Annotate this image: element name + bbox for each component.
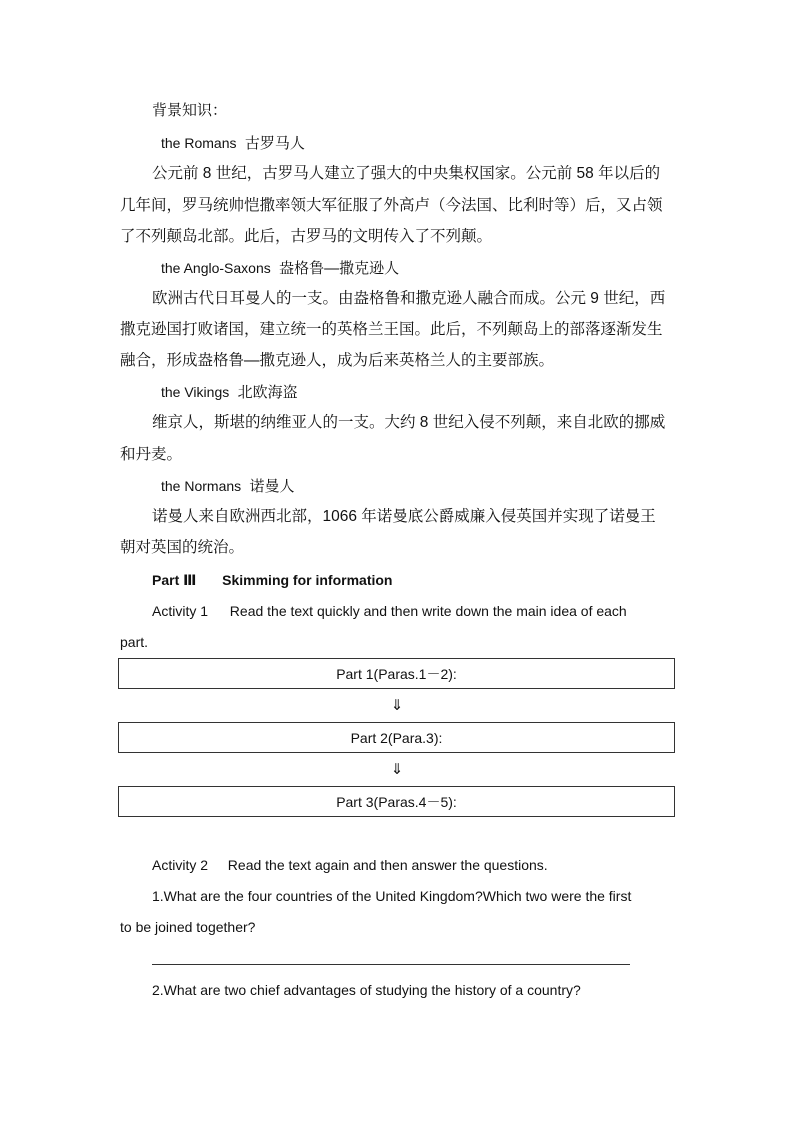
paragraph-line: 欧洲古代日耳曼人的一支。由盎格鲁和撒克逊人融合而成。公元 9 世纪，西 — [152, 290, 666, 307]
activity2-label: Activity 2 — [152, 857, 209, 873]
paragraph-line: 公元前 8 世纪，古罗马人建立了强大的中央集权国家。公元前 58 年以后的 — [152, 165, 661, 182]
activity1-instruction-cont: part. — [120, 634, 149, 650]
term-en: the Anglo-Saxons — [161, 260, 271, 276]
part3-heading — [152, 570, 392, 590]
box-label: Part 1(Paras.1－2): — [336, 665, 457, 682]
background-heading: 背景知识： — [152, 102, 228, 119]
question-2: 2.What are two chief advantages of studying the history of a country? — [152, 982, 581, 998]
paragraph-line: 朝对英国的统治。 — [120, 539, 245, 556]
term-vikings — [161, 382, 298, 403]
box-label: Part 2(Para.3): — [350, 729, 443, 746]
main-idea-box-part1[interactable] — [118, 658, 675, 689]
activity1-instruction — [152, 601, 674, 621]
question-1-cont: to be joined together? — [120, 919, 256, 935]
activity1-text: Read the text quickly and then write down the main idea of each — [229, 603, 627, 619]
paragraph-line: 和丹麦。 — [120, 446, 183, 463]
activity1-label: Activity 1 — [152, 603, 209, 619]
term-en: the Romans — [161, 135, 237, 151]
term-zh: 北欧海盗 — [237, 384, 298, 401]
paragraph-line: 诺曼人来自欧洲西北部，1066 年诺曼底公爵威廉入侵英国并实现了诺曼王 — [152, 508, 656, 525]
term-romans — [161, 133, 305, 154]
paragraph-line: 融合，形成盎格鲁—撒克逊人，成为后来英格兰人的主要部族。 — [120, 352, 555, 369]
term-en: the Normans — [161, 478, 242, 494]
question-1: 1.What are the four countries of the United Kingdom?Which two were the first — [152, 888, 632, 904]
down-arrow-icon: ⇓ — [390, 761, 404, 778]
down-arrow-icon: ⇓ — [390, 697, 404, 714]
main-idea-box-part3[interactable] — [118, 786, 675, 817]
term-zh: 诺曼人 — [249, 478, 295, 495]
answer-line[interactable] — [152, 964, 630, 965]
box-label: Part 3(Paras.4－5): — [336, 793, 457, 810]
activity2-text: Read the text again and then answer the questions. — [227, 857, 548, 873]
paragraph-line: 几年间，罗马统帅恺撒率领大军征服了外高卢（今法国、比利时等）后，又占领 — [120, 197, 663, 214]
activity2-instruction — [152, 855, 706, 875]
paragraph-line: 维京人，斯堪的纳维亚人的一支。大约 8 世纪入侵不列颠，来自北欧的挪威 — [152, 414, 666, 431]
main-idea-box-part2[interactable] — [118, 722, 675, 753]
paragraph-line: 了不列颠岛北部。此后，古罗马的文明传入了不列颠。 — [120, 228, 493, 245]
term-zh: 古罗马人 — [244, 135, 305, 152]
part3-title: Skimming for information — [222, 572, 393, 588]
term-en: the Vikings — [161, 384, 230, 400]
paragraph-line: 撒克逊国打败诸国，建立统一的英格兰王国。此后，不列颠岛上的部落逐渐发生 — [120, 321, 663, 338]
term-zh: 盎格鲁—撒克逊人 — [279, 260, 400, 277]
term-anglo-saxons — [161, 258, 399, 279]
part3-label: Part Ⅲ — [152, 572, 197, 588]
term-normans — [161, 476, 295, 497]
